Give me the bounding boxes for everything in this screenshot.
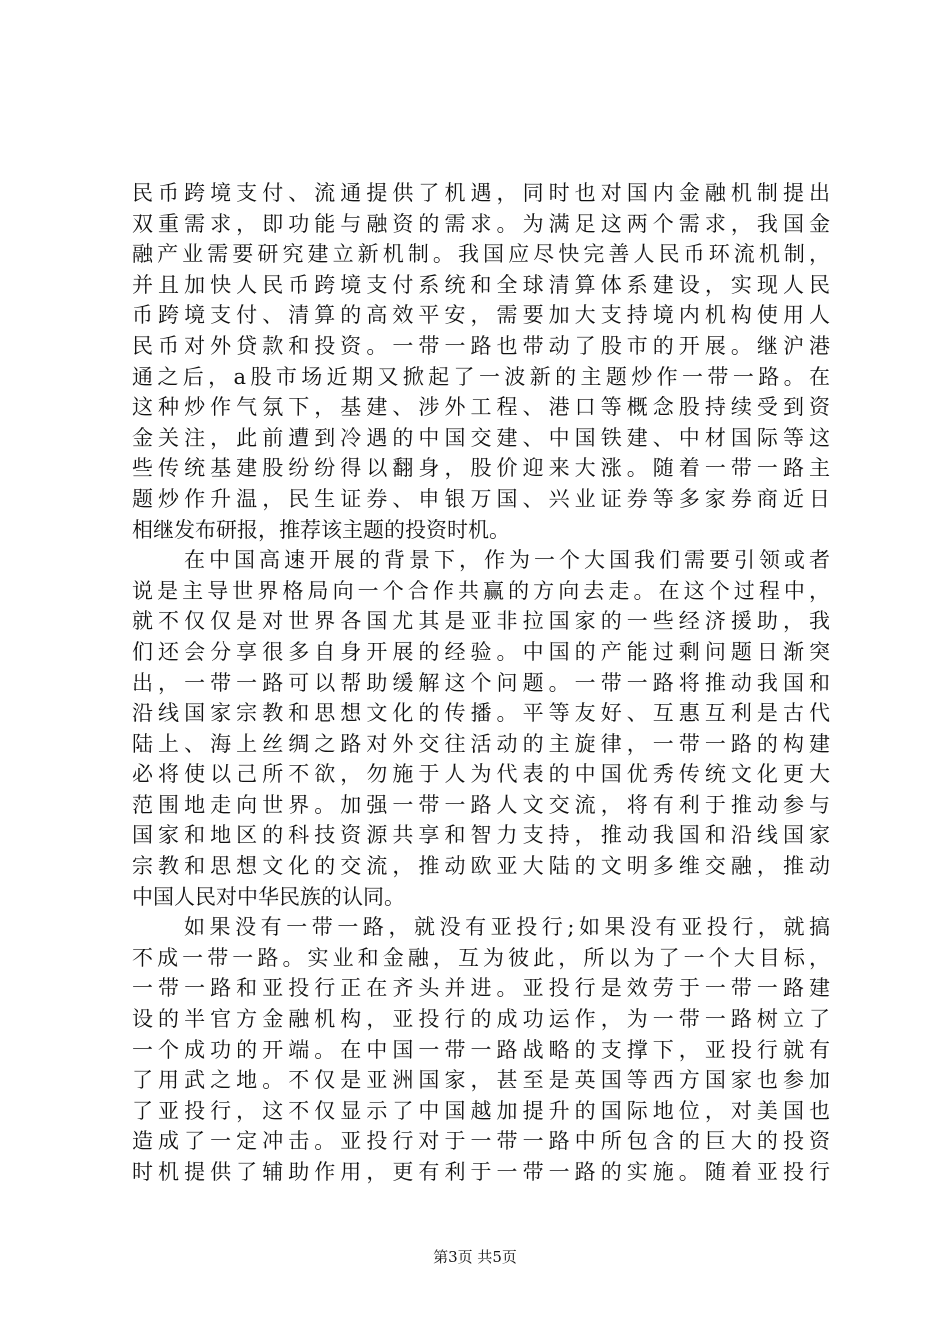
text-line: 一带一路和亚投行正在齐头并进。亚投行是效劳于一带一路建 — [132, 976, 830, 1001]
text-line: 这种炒作气氛下，基建、涉外工程、港口等概念股持续受到资 — [132, 395, 830, 420]
text-line: 些传统基建股纷纷得以翻身，股价迎来大涨。随着一带一路主 — [132, 456, 830, 481]
text-line: 融产业需要研究建立新机制。我国应尽快完善人民币环流机制， — [132, 242, 830, 267]
text-line: 民币跨境支付、流通提供了机遇，同时也对国内金融机制提出 — [132, 181, 830, 205]
text-line: 出，一带一路可以帮助缓解这个问题。一带一路将推动我国和 — [132, 670, 830, 695]
text-line: 金关注，此前遭到冷遇的中国交建、中国铁建、中材国际等这 — [132, 425, 830, 450]
text-line: 就不仅仅是对世界各国尤其是亚非拉国家的一些经济援助，我 — [132, 609, 830, 634]
text-line: 在中国高速开展的背景下，作为一个大国我们需要引领或者 — [184, 548, 830, 573]
document-body — [132, 178, 830, 1188]
text-line: 了亚投行，这不仅显示了中国越加提升的国际地位，对美国也 — [132, 1098, 830, 1123]
text-line: 设的半官方金融机构，亚投行的成功运作，为一带一路树立了 — [132, 1007, 830, 1032]
text-line: 宗教和思想文化的交流，推动欧亚大陆的文明多维交融，推动 — [132, 854, 830, 879]
text-line: 时机提供了辅助作用，更有利于一带一路的实施。随着亚投行 — [132, 1160, 830, 1184]
text-line: 并且加快人民币跨境支付系统和全球清算体系建设，实现人民 — [132, 272, 830, 297]
text-line: 范围地走向世界。加强一带一路人文交流，将有利于推动参与 — [132, 792, 830, 817]
text-line: 造成了一定冲击。亚投行对于一带一路中所包含的巨大的投资 — [132, 1129, 830, 1154]
text-line: 必将使以己所不欲，勿施于人为代表的中国优秀传统文化更大 — [132, 762, 830, 787]
text-line: 民币对外贷款和投资。一带一路也带动了股市的开展。继沪港 — [132, 333, 830, 358]
text-line: 说是主导世界格局向一个合作共赢的方向去走。在这个过程中， — [132, 578, 830, 603]
text-line: 们还会分享很多自身开展的经验。中国的产能过剩问题日渐突 — [132, 639, 830, 664]
text-line: 一个成功的开端。在中国一带一路战略的支撑下，亚投行就有 — [132, 1037, 830, 1062]
paragraph — [132, 912, 830, 1187]
text-line: 如果没有一带一路，就没有亚投行;如果没有亚投行，就搞 — [184, 915, 830, 940]
text-line: 中国人民对中华民族的认同。 — [132, 884, 405, 909]
text-line: 了用武之地。不仅是亚洲国家，甚至是英国等西方国家也参加 — [132, 1068, 830, 1093]
text-line: 通之后，a股市场近期又掀起了一波新的主题炒作一带一路。在 — [132, 364, 830, 389]
text-line: 不成一带一路。实业和金融，互为彼此，所以为了一个大目标， — [132, 945, 830, 970]
text-line: 陆上、海上丝绸之路对外交往活动的主旋律，一带一路的构建 — [132, 731, 830, 756]
page-footer — [0, 1246, 950, 1267]
text-line: 沿线国家宗教和思想文化的传播。平等友好、互惠互利是古代 — [132, 701, 830, 726]
page-number: 第3页 共5页 — [433, 1248, 517, 1266]
text-line: 币跨境支付、清算的高效平安，需要加大支持境内机构使用人 — [132, 303, 830, 328]
paragraph — [132, 178, 830, 545]
text-line: 题炒作升温，民生证券、申银万国、兴业证券等多家券商近日 — [132, 486, 830, 511]
text-line: 国家和地区的科技资源共享和智力支持，推动我国和沿线国家 — [132, 823, 830, 848]
text-line: 双重需求，即功能与融资的需求。为满足这两个需求，我国金 — [132, 211, 830, 236]
paragraph — [132, 545, 830, 912]
text-line: 相继发布研报，推荐该主题的投资时机。 — [132, 517, 510, 542]
